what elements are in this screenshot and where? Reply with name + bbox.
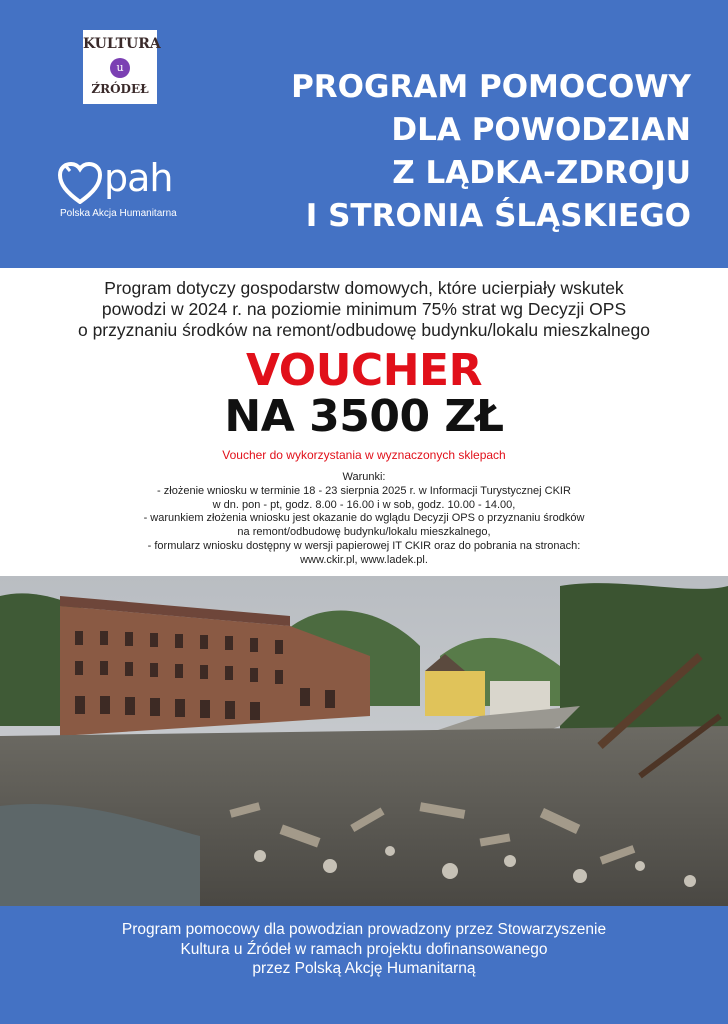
kultura-logo-circle: u — [110, 58, 130, 78]
header-banner — [0, 0, 728, 268]
title-line: PROGRAM POMOCOWY — [291, 69, 691, 105]
voucher-heading: VOUCHER — [246, 345, 482, 396]
description-line: Program dotyczy gospodarstw domowych, które ucierpiały wskutek — [104, 278, 624, 298]
description-line: o przyznaniu środków na remont/odbudowę budynku/lokalu mieszkalnego — [77, 320, 650, 340]
conditions-line: na remont/odbudowę budynku/lokalu mieszkalnego, — [237, 526, 491, 539]
footer-line: przez Polską Akcję Humanitarną — [252, 960, 476, 977]
voucher-note: Voucher do wykorzystania w wyznaczonych sklepach — [222, 448, 506, 462]
pah-logo-name: pah — [104, 156, 173, 200]
footer-text — [0, 920, 728, 979]
conditions-line: Warunki: — [342, 471, 386, 483]
pah-heart-icon — [58, 162, 102, 204]
kultura-logo-line1: KULTURA — [83, 36, 161, 52]
flood-damage-photo — [0, 576, 728, 906]
program-description — [0, 278, 728, 341]
conditions-line: - warunkiem złożenia wniosku jest okazanie do wglądu Decyzji OPS o przyznaniu środków — [143, 512, 585, 525]
program-title — [231, 66, 691, 238]
title-line: Z LĄDKA-ZDROJU — [392, 155, 691, 191]
footer-line: Kultura u Źródeł w ramach projektu dofinansowanego — [180, 940, 548, 958]
kultura-logo-line2: ŹRÓDEŁ — [91, 82, 149, 96]
conditions-line: - złożenie wniosku w terminie 18 - 23 sierpnia 2025 r. w Informacji Turystycznej CKIR — [157, 484, 571, 497]
title-line: I STRONIA ŚLĄSKIEGO — [305, 198, 691, 234]
kultura-u-zrodel-logo — [83, 30, 161, 104]
conditions-line: w dn. pon - pt, godz. 8.00 - 16.00 i w sob, godz. 10.00 - 14.00, — [212, 498, 516, 511]
pah-logo-subtitle: Polska Akcja Humanitarna — [60, 208, 177, 219]
description-line: powodzi w 2024 r. na poziomie minimum 75% strat wg Decyzji OPS — [101, 299, 627, 319]
footer-line: Program pomocowy dla powodzian prowadzony przez Stowarzyszenie — [121, 921, 607, 938]
conditions-line: www.ckir.pl, www.ladek.pl. — [300, 553, 428, 566]
pah-logo — [58, 156, 198, 224]
footer-banner — [0, 906, 728, 1024]
conditions-line: - formularz wniosku dostępny w wersji papierowej IT CKIR oraz do pobrania na stronach: — [147, 539, 581, 552]
title-line: DLA POWODZIAN — [391, 112, 691, 148]
conditions — [0, 471, 728, 568]
voucher-amount: NA 3500 ZŁ — [224, 391, 504, 442]
flood-damage-illustration — [0, 576, 728, 906]
